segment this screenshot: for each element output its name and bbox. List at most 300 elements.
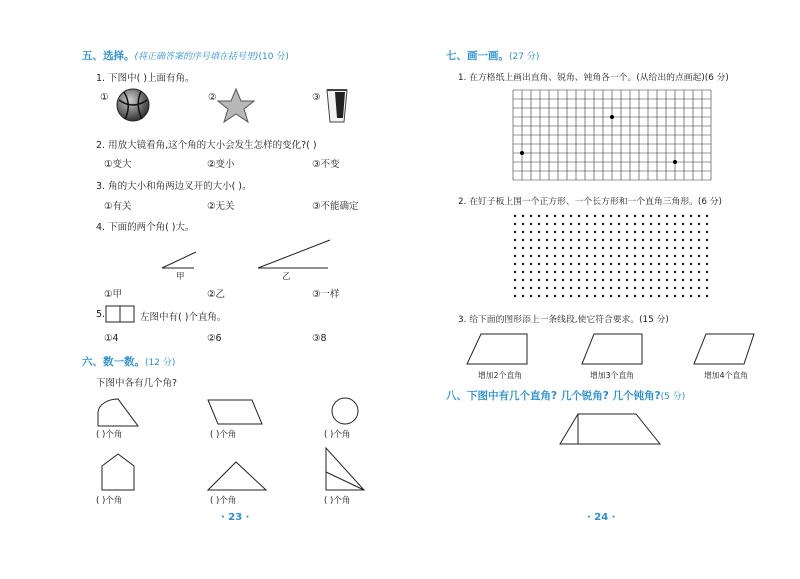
nail-dot — [594, 215, 596, 217]
nail-dot — [546, 295, 548, 297]
nail-dot — [634, 287, 636, 289]
nail-dot — [514, 231, 516, 233]
nail-dot — [642, 223, 644, 225]
section-5-note: (将正确答案的序号填在括号里) — [134, 52, 259, 62]
nail-dot — [586, 295, 588, 297]
nail-dot — [522, 279, 524, 281]
q5-5-option-1: ①4 — [104, 333, 119, 344]
nail-dot — [594, 247, 596, 249]
nail-dot — [602, 263, 604, 265]
nail-dot — [650, 215, 652, 217]
q5-5-option-2: ②6 — [207, 333, 222, 344]
nail-dot — [522, 215, 524, 217]
nail-dot — [682, 215, 684, 217]
nail-dot — [586, 271, 588, 273]
nail-dot — [570, 263, 572, 265]
nail-dot — [658, 255, 660, 257]
nail-dot — [554, 247, 556, 249]
nail-dot — [706, 279, 708, 281]
nail-dot — [650, 255, 652, 257]
nail-dot — [674, 279, 676, 281]
nail-dot — [522, 239, 524, 241]
nail-dot — [554, 215, 556, 217]
section-5-heading — [82, 48, 289, 63]
nail-dot — [570, 279, 572, 281]
nail-dot — [546, 263, 548, 265]
nail-dot — [650, 271, 652, 273]
nail-dot — [650, 223, 652, 225]
nail-dot — [530, 271, 532, 273]
nail-dot — [562, 223, 564, 225]
nail-dot — [538, 287, 540, 289]
nail-dot — [602, 215, 604, 217]
nail-dot — [682, 279, 684, 281]
section-7-points: (27 分) — [509, 52, 540, 62]
nail-dot — [690, 263, 692, 265]
nail-dot — [642, 231, 644, 233]
nail-dot — [610, 279, 612, 281]
nail-dot — [658, 295, 660, 297]
nail-dot — [634, 239, 636, 241]
nail-dot — [690, 215, 692, 217]
q5-1-option-3: ③ — [312, 92, 321, 103]
q5-4-option-1: ①甲 — [104, 289, 123, 300]
nail-dot — [642, 215, 644, 217]
star-image — [216, 88, 256, 124]
nail-dot — [578, 255, 580, 257]
nail-dot — [698, 271, 700, 273]
nail-dot — [650, 263, 652, 265]
nail-dot — [658, 239, 660, 241]
nail-dot — [634, 295, 636, 297]
angle-yi-label: 乙 — [282, 272, 291, 282]
nail-dot — [522, 247, 524, 249]
nail-dot — [562, 295, 564, 297]
q5-2-text: 2. 用放大镜看角,这个角的大小会发生怎样的变化?( ) — [96, 140, 317, 151]
nail-dot — [666, 279, 668, 281]
nail-dot — [698, 263, 700, 265]
q5-5-number: 5. — [96, 309, 106, 320]
nail-dot — [562, 239, 564, 241]
nail-dot — [706, 271, 708, 273]
nail-dot — [538, 279, 540, 281]
section-5-points: (10 分) — [258, 52, 289, 62]
nail-dot — [698, 279, 700, 281]
nail-dot — [626, 247, 628, 249]
nail-dot — [698, 287, 700, 289]
nail-dot — [554, 279, 556, 281]
nail-dot — [538, 247, 540, 249]
nail-dot — [602, 247, 604, 249]
nail-dot — [610, 287, 612, 289]
nail-dot — [522, 263, 524, 265]
nail-dot — [690, 295, 692, 297]
nail-dot — [594, 263, 596, 265]
nail-dot — [538, 239, 540, 241]
nail-dot — [666, 223, 668, 225]
nail-dot — [650, 231, 652, 233]
nail-dot — [690, 287, 692, 289]
nail-dot — [626, 215, 628, 217]
nail-dot — [538, 215, 540, 217]
nail-dot — [610, 271, 612, 273]
nail-dot — [650, 287, 652, 289]
q5-1-option-2: ② — [208, 92, 217, 103]
nail-dot — [674, 295, 676, 297]
nail-dot — [602, 255, 604, 257]
q5-3-option-1: ①有关 — [104, 201, 132, 212]
section-8-title: 八、下图中有几个直角? 几个锐角? 几个钝角? — [446, 390, 661, 402]
nail-dot — [602, 223, 604, 225]
q7-3-text: 3. 给下面的图形添上一条线段,使它符合要求。(15 分) — [458, 315, 669, 325]
q5-2-option-3: ③不变 — [312, 159, 340, 170]
nail-dot — [674, 287, 676, 289]
nail-dot — [546, 239, 548, 241]
nail-dot — [546, 279, 548, 281]
section-6-points: (12 分) — [145, 358, 176, 368]
nail-dot — [634, 279, 636, 281]
nail-dot — [546, 231, 548, 233]
nail-dot — [682, 263, 684, 265]
q7-1-text: 1. 在方格纸上画出直角、锐角、钝角各一个。(从给出的点画起)(6 分) — [458, 73, 729, 83]
nail-dot — [530, 223, 532, 225]
nail-dot — [626, 223, 628, 225]
trapezoid-shape-3 — [692, 332, 756, 366]
nail-dot — [554, 223, 556, 225]
shape-label-2: 增加3个直角 — [590, 371, 634, 380]
nail-dot — [682, 295, 684, 297]
nail-dot — [562, 263, 564, 265]
nail-dot — [530, 247, 532, 249]
nail-dot — [674, 239, 676, 241]
nail-dot — [602, 295, 604, 297]
triangle-shape — [206, 460, 268, 492]
nail-dot — [706, 223, 708, 225]
q5-1-text: 1. 下图中( )上面有角。 — [96, 73, 195, 84]
start-point — [673, 160, 677, 164]
circle-shape — [330, 396, 360, 426]
nail-dot — [658, 271, 660, 273]
nail-dot — [706, 263, 708, 265]
nail-dot — [634, 255, 636, 257]
q5-4-text: 4. 下面的两个角( )大。 — [96, 222, 195, 233]
section-7-heading — [446, 48, 539, 63]
nail-dot — [602, 231, 604, 233]
nail-dot — [586, 263, 588, 265]
nail-dot — [586, 279, 588, 281]
nail-dot — [586, 247, 588, 249]
nail-dot — [594, 231, 596, 233]
nail-dot — [586, 255, 588, 257]
nail-dot — [514, 295, 516, 297]
section-6-prompt: 下图中各有几个角? — [96, 378, 178, 389]
nail-dot — [626, 239, 628, 241]
nail-dot — [594, 287, 596, 289]
q5-2-option-1: ①变大 — [104, 159, 132, 170]
shape-label-1: 增加2个直角 — [478, 371, 522, 380]
nail-dot — [682, 271, 684, 273]
pentagon-house-shape — [100, 452, 140, 492]
nail-dot — [610, 231, 612, 233]
nail-dot — [514, 271, 516, 273]
nail-dot — [610, 295, 612, 297]
nail-dot — [690, 239, 692, 241]
q5-1-option-1: ① — [100, 92, 109, 103]
divided-triangle-shape — [324, 446, 366, 492]
nail-dot — [690, 271, 692, 273]
angle-jia — [160, 248, 200, 272]
nail-dot — [674, 231, 676, 233]
nail-dot — [682, 247, 684, 249]
nail-dot — [594, 271, 596, 273]
nail-dot — [514, 223, 516, 225]
nail-dot — [522, 271, 524, 273]
nail-dot — [578, 263, 580, 265]
nail-dot — [690, 279, 692, 281]
nail-dot — [562, 231, 564, 233]
nail-dot — [666, 239, 668, 241]
nail-dot — [610, 247, 612, 249]
nail-dot — [594, 295, 596, 297]
nail-dot — [674, 255, 676, 257]
nail-dot — [578, 231, 580, 233]
blank-label-3: ( )个角 — [324, 430, 351, 440]
nail-dot — [650, 247, 652, 249]
nail-dot — [626, 279, 628, 281]
nail-dot — [602, 287, 604, 289]
nail-dot — [634, 247, 636, 249]
nail-dot — [618, 231, 620, 233]
nail-dot — [570, 247, 572, 249]
nail-dot — [530, 215, 532, 217]
nail-dot — [578, 287, 580, 289]
nail-dot — [666, 295, 668, 297]
nail-dot — [514, 263, 516, 265]
nail-dot — [642, 271, 644, 273]
nail-dot — [642, 287, 644, 289]
nail-dot — [650, 295, 652, 297]
nail-dot — [634, 223, 636, 225]
cup-image — [324, 88, 350, 124]
blank-label-2: ( )个角 — [210, 430, 237, 440]
nail-dot — [602, 271, 604, 273]
q5-3-option-3: ③不能确定 — [312, 201, 359, 212]
nail-dot — [658, 215, 660, 217]
nail-dot — [530, 239, 532, 241]
nail-dot — [634, 263, 636, 265]
nail-dot — [626, 263, 628, 265]
nail-dot — [522, 255, 524, 257]
nail-dot — [618, 287, 620, 289]
section-7-title: 七、画一画。 — [446, 50, 509, 62]
nail-dot — [642, 247, 644, 249]
nail-dot — [626, 287, 628, 289]
nail-dot — [666, 231, 668, 233]
nail-dot — [586, 231, 588, 233]
nail-dot — [578, 239, 580, 241]
blank-label-6: ( )个角 — [324, 496, 351, 506]
nail-dot — [546, 255, 548, 257]
nail-dot — [586, 223, 588, 225]
blank-label-5: ( )个角 — [210, 496, 237, 506]
nail-dot — [562, 271, 564, 273]
nail-dot — [666, 271, 668, 273]
nail-dot — [674, 223, 676, 225]
nail-dot — [666, 255, 668, 257]
section-5-title: 五、选择。 — [82, 50, 135, 62]
nail-dot — [658, 247, 660, 249]
nail-dot — [562, 247, 564, 249]
section-6-heading — [82, 354, 175, 369]
nail-dot — [578, 279, 580, 281]
nail-dot — [690, 255, 692, 257]
nail-dot — [522, 223, 524, 225]
nail-dot — [530, 295, 532, 297]
trapezoid-shape-1 — [465, 332, 529, 366]
nail-dot — [530, 263, 532, 265]
q5-3-option-2: ②无关 — [207, 201, 235, 212]
nail-dot — [514, 239, 516, 241]
nail-dot — [522, 231, 524, 233]
nail-dot — [570, 223, 572, 225]
nail-dot — [618, 271, 620, 273]
nail-dot — [586, 215, 588, 217]
nail-dot — [570, 287, 572, 289]
nail-dot — [538, 295, 540, 297]
q5-2-option-2: ②变小 — [207, 159, 235, 170]
q5-5-text: 左图中有( )个直角。 — [140, 312, 227, 323]
nail-dot — [530, 279, 532, 281]
nail-dot — [682, 287, 684, 289]
nail-dot — [578, 215, 580, 217]
nail-dot — [602, 239, 604, 241]
nail-dot — [682, 239, 684, 241]
nail-dot — [602, 279, 604, 281]
quarter-sector-shape — [96, 398, 140, 428]
nail-dot — [674, 215, 676, 217]
blank-label-4: ( )个角 — [96, 496, 123, 506]
nail-dot — [618, 263, 620, 265]
nail-dot — [634, 271, 636, 273]
nail-dot — [546, 223, 548, 225]
section-8-trapezoid-figure — [558, 412, 662, 446]
nail-dot — [570, 255, 572, 257]
nail-dot — [578, 247, 580, 249]
nail-dot — [690, 247, 692, 249]
nail-dot — [698, 255, 700, 257]
nail-dot — [562, 255, 564, 257]
nail-dot — [594, 279, 596, 281]
nail-dot — [530, 255, 532, 257]
nail-dot — [610, 263, 612, 265]
nail-dot — [634, 215, 636, 217]
nail-dot — [642, 263, 644, 265]
nail-dot — [554, 231, 556, 233]
nail-dot — [618, 279, 620, 281]
start-point — [520, 151, 524, 155]
nail-dot — [562, 287, 564, 289]
nail-dot — [658, 263, 660, 265]
nail-dot — [706, 231, 708, 233]
nail-dot — [674, 271, 676, 273]
nail-dot — [618, 247, 620, 249]
nail-dot — [706, 239, 708, 241]
nail-dot — [706, 255, 708, 257]
nail-dot — [522, 287, 524, 289]
nail-dot — [554, 239, 556, 241]
shape-label-3: 增加4个直角 — [704, 371, 748, 380]
nail-dot — [538, 255, 540, 257]
angle-yi — [256, 238, 332, 272]
nail-dot — [586, 239, 588, 241]
nail-dot — [618, 295, 620, 297]
nail-dot — [546, 271, 548, 273]
q5-4-option-2: ②乙 — [207, 289, 226, 300]
nail-dot — [570, 271, 572, 273]
section-8-heading — [446, 388, 685, 403]
q5-3-text: 3. 角的大小和角两边叉开的大小( )。 — [96, 181, 252, 192]
section-6-title: 六、数一数。 — [82, 356, 145, 368]
nail-dot — [554, 255, 556, 257]
nail-dot — [594, 239, 596, 241]
nail-dot — [706, 247, 708, 249]
nail-dot — [594, 223, 596, 225]
nail-dot — [650, 239, 652, 241]
nail-dot — [682, 231, 684, 233]
q5-5-option-3: ③8 — [312, 333, 327, 344]
nail-dot — [698, 223, 700, 225]
two-squares-figure — [105, 305, 135, 323]
nail-dot — [626, 255, 628, 257]
nail-dot — [650, 279, 652, 281]
nail-dot — [514, 247, 516, 249]
nail-dot — [538, 263, 540, 265]
nail-dot — [610, 239, 612, 241]
nail-dot — [666, 247, 668, 249]
nail-dot — [658, 287, 660, 289]
page-number-left: · 23 · — [221, 512, 250, 523]
nail-dot — [658, 231, 660, 233]
nail-dot — [706, 295, 708, 297]
nail-dot — [610, 223, 612, 225]
nail-dot — [626, 231, 628, 233]
nail-dot — [546, 287, 548, 289]
trapezoid-shape-2 — [580, 332, 644, 366]
nail-dot — [626, 271, 628, 273]
nail-dot — [562, 215, 564, 217]
nail-dot — [618, 223, 620, 225]
nail-dot — [674, 263, 676, 265]
nail-dot — [642, 295, 644, 297]
nail-dot — [698, 247, 700, 249]
nail-dot — [618, 215, 620, 217]
q5-4-option-3: ③一样 — [312, 289, 340, 300]
nail-dot — [530, 287, 532, 289]
nail-dot — [578, 295, 580, 297]
nail-dot — [682, 223, 684, 225]
nail-dot — [546, 247, 548, 249]
blank-label-1: ( )个角 — [96, 430, 123, 440]
nail-dot — [538, 271, 540, 273]
nail-dot — [586, 287, 588, 289]
nail-dot — [642, 279, 644, 281]
nail-dot — [546, 215, 548, 217]
nail-dot — [554, 263, 556, 265]
nail-dot — [570, 295, 572, 297]
nail-dot — [514, 255, 516, 257]
nail-board — [513, 214, 713, 300]
nail-dot — [570, 231, 572, 233]
